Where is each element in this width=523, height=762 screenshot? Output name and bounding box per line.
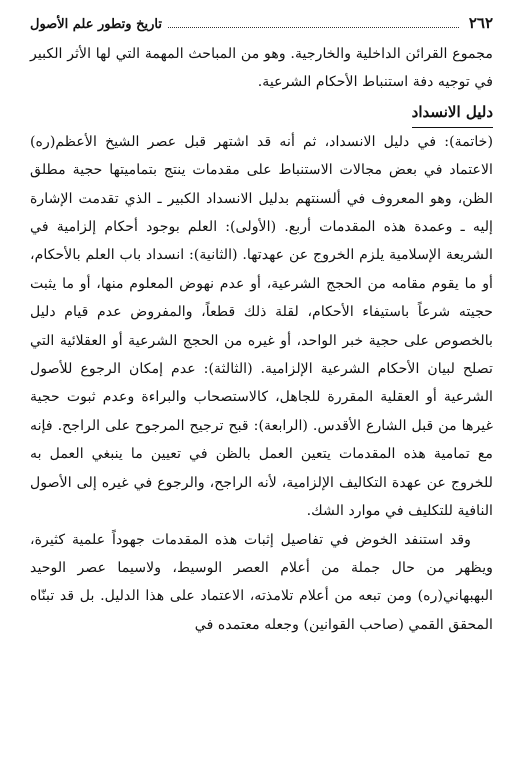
page-header (30, 14, 493, 40)
paragraph-continuation: وقد استنفد الخوض في تفاصيل إثبات هذه المقدمات جهوداً علمية كثيرة، ويظهر من حال جملة من أعلام العصر الوسيط، ولاسيما عصر الوحيد البهبهاني(ره) ومن تبعه من أعلام تلامذته، الاعتماد على هذا الدليل. بل قد تبنّاه المحقق القمي (صاحب القوانين) وجعله معتمده في (30, 531, 493, 633)
header-dot-leader (168, 27, 459, 28)
page-number: ٢٦٢ (468, 14, 493, 32)
section-heading: دليل الانسداد (412, 97, 493, 128)
paragraph-intro: مجموع القرائن الداخلية والخارجية. وهو من المباحث المهمة التي لها الأثر الكبير في توجيه دفة استنباط الأحكام الشرعية. (30, 46, 493, 91)
paragraph-conclusion: (خاتمة): في دليل الانسداد، ثم أنه قد اشتهر قبل عصر الشيخ الأعظم(ره) الاعتماد في بعض مجالات الاستنباط على مقدمات ينتج بتماميتها حجية مطلق الظن، وهو المعروف في ألسنتهم بدليل الانسداد الكبير ـ الذي تقدمت الإشارة إليه ـ وعمدة هذه المقدمات أربع. (الأولى): العلم بوجود أحكام إلزامية في الشريعة الإسلامية يلزم الخروج عن عهدتها. (الثانية): انسداد باب العلم بالأحكام، أو ما يقوم مقامه من الحجج الشرعية، أو عدم نهوض المعلوم منها، أو ما يثبت حجيته شرعاً باستيفاء الأحكام، لقلة ذلك قطعاً، والمفروض عدم قيام دليل بالخصوص على حجية خبر الواحد، أو غيره من الحجج الشرعية أو العقلائية التي تصلح لبيان الأحكام الشرعية الإلزامية. (الثالثة): عدم إمكان الرجوع للأصول الشرعية أو العقلية المقررة للجاهل، كالاستصحاب والبراءة وعدم ثبوت حجية غيرها من قبل الشارع الأقدس. (الرابعة): قبح ترجيح المرجوح على الراجح. فإنه مع تمامية هذه المقدمات يتعين العمل بالظن في تعيين ما ينبغي العمل به للخروج عن عهدة التكاليف الإلزامية، لأنه الراجح، والرجوع في غيره إلى الأصول النافية للتكليف في موارد الشك. (30, 133, 493, 520)
body-text (30, 40, 493, 639)
running-title: تاريخ وتطور علم الأصول (30, 17, 162, 32)
